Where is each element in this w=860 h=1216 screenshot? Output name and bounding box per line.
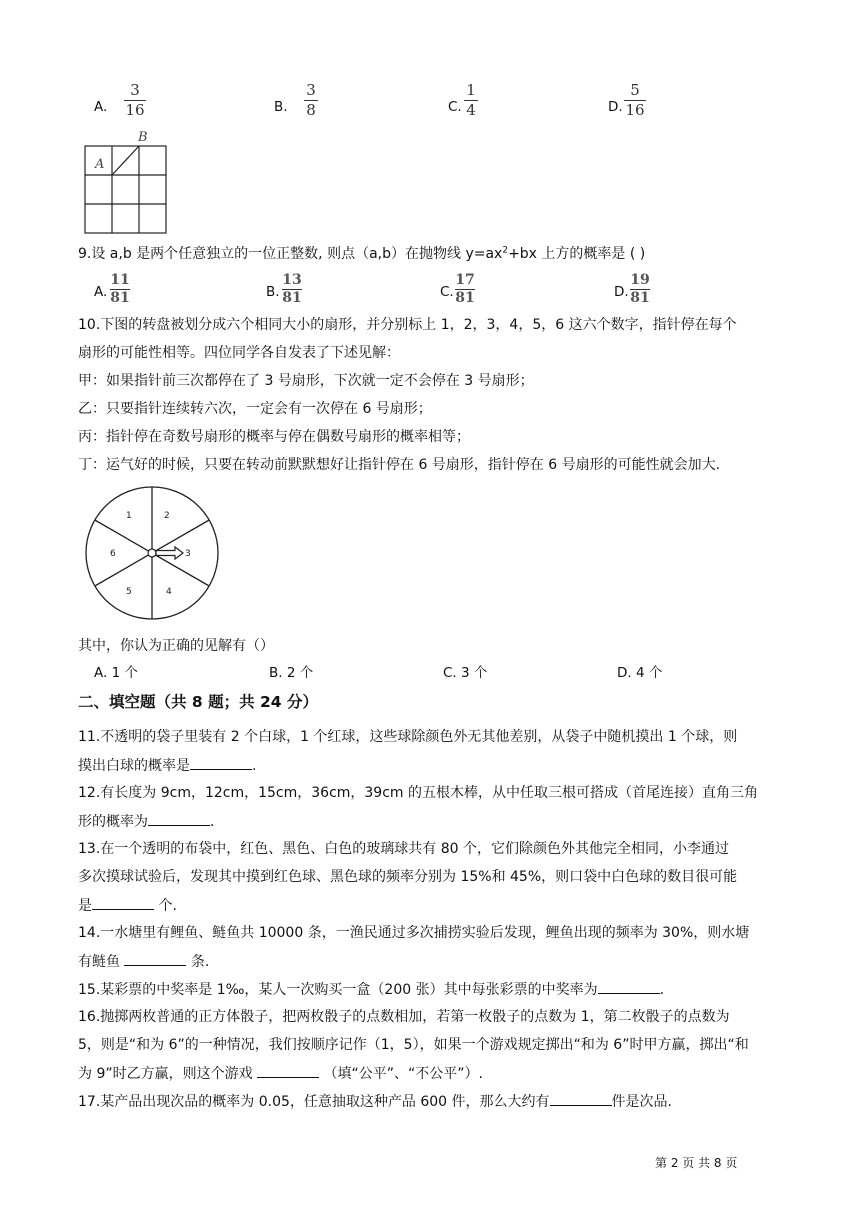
q10-line-1: 10.下图的转盘被划分成六个相同大小的扇形，并分别标上 1，2，3，4，5，6 这六个数字，指针停在每个 (78, 317, 737, 333)
q8-option-d-fraction (624, 82, 646, 119)
denominator: 16 (625, 101, 645, 119)
q8-option-a-fraction (124, 82, 146, 119)
numerator: 19 (630, 272, 650, 288)
q16-line-3-post: （填“公平”、“不公平”）. (319, 1066, 483, 1082)
q10-option-a: A. 1 个 (94, 665, 138, 681)
q17-line-pre: 17.某产品出现次品的概率为 0.05，任意抽取这种产品 600 件，那么大约有 (78, 1094, 550, 1110)
grid-figure-svg (84, 128, 174, 236)
grid-figure (84, 128, 174, 236)
q9-text (78, 244, 645, 264)
q15-line-pre: 15.某彩票的中奖率是 1‰，某人一次购买一盒（200 张）其中每张彩票的中奖率为 (78, 982, 598, 998)
q14-line-2-post: 条. (186, 954, 210, 970)
denominator: 81 (282, 290, 302, 306)
numerator: 11 (110, 272, 130, 288)
q16-answer-blank[interactable] (257, 1063, 319, 1078)
q16-line-3 (78, 1063, 483, 1084)
spinner-wheel-svg (84, 484, 224, 624)
denominator: 81 (630, 290, 650, 306)
q13-line-3-post: 个. (154, 898, 177, 914)
q8-option-c-label: C. (448, 99, 462, 115)
q10-option-c: C. 3 个 (443, 665, 488, 681)
numerator: 3 (130, 81, 140, 99)
q10-line-5: 丙：指针停在奇数号扇形的概率与停在偶数号扇形的概率相等； (78, 429, 470, 445)
q9-text-post: +bx 上方的概率是 ( ) (508, 246, 646, 262)
q13-line-1: 13.在一个透明的布袋中，红色、黑色、白色的玻璃球共有 80 个，它们除颜色外其他完全相同，小李通过 (78, 841, 729, 857)
q17-answer-blank[interactable] (550, 1091, 612, 1106)
q14-line-1: 14.一水塘里有鲤鱼、鲢鱼共 10000 条，一渔民通过多次捕捞实验后发现，鲤鱼出现的频率为 30%，则水塘 (78, 925, 750, 941)
q12-answer-blank[interactable] (148, 811, 210, 826)
q10-line-2: 扇形的可能性相等。四位同学各自发表了下述见解： (78, 345, 400, 361)
q13-line-3-pre: 是 (78, 898, 92, 914)
page-footer: 第 2 页 共 8 页 (655, 1156, 738, 1170)
q10-line-6: 丁：运气好的时候，只要在转动前默默想好让指针停在 6 号扇形，指针停在 6 号扇形的可能性就会加大. (78, 457, 721, 473)
denominator: 81 (455, 290, 475, 306)
wheel-number-1: 1 (126, 511, 132, 521)
q8-option-a-label: A. (94, 99, 108, 115)
q14-line-2 (78, 951, 209, 972)
wheel-number-6: 6 (110, 549, 116, 559)
q9-option-b-label: B. (266, 284, 280, 300)
q10-question: 其中，你认为正确的见解有（） (78, 638, 274, 654)
numerator: 13 (282, 272, 302, 288)
q16-line-2: 5，则是“和为 6”的一种情况，我们按顺序记作（1，5），如果一个游戏规定掷出“和为 6”时甲方赢，掷出“和 (78, 1037, 749, 1053)
q9-option-c-label: C. (440, 284, 454, 300)
numerator: 1 (466, 81, 476, 99)
q14-line-2-pre: 有鲢鱼 (78, 954, 125, 970)
q16-line-3-pre: 为 9”时乙方赢，则这个游戏 (78, 1066, 258, 1082)
q13-line-3 (78, 895, 177, 916)
numerator: 17 (455, 272, 475, 288)
q11-line-1: 11.不透明的袋子里装有 2 个白球，1 个红球，这些球除颜色外无其他差别，从袋子中随机摸出 1 个球，则 (78, 729, 738, 745)
q12-line-2 (78, 811, 214, 832)
q17-line-post: 件是次品. (611, 1094, 672, 1110)
spinner-wheel (84, 484, 224, 624)
numerator: 3 (306, 81, 316, 99)
q10-line-4: 乙：只要指针连续转六次，一定会有一次停在 6 号扇形； (78, 401, 432, 417)
q8-option-d-label: D. (608, 99, 623, 115)
wheel-number-5: 5 (126, 587, 132, 597)
q9-sup: 2 (502, 245, 509, 256)
denominator: 16 (125, 101, 145, 119)
q8-option-b-label: B. (274, 99, 288, 115)
q9-option-d-fraction (630, 273, 650, 306)
q16-line-1: 16.抛掷两枚普通的正方体骰子，把两枚骰子的点数相加，若第一枚骰子的点数为 1，第二枚骰子的点数为 (78, 1009, 730, 1025)
q9-text-pre: 9.设 a,b 是两个任意独立的一位正整数, 则点（a,b）在抛物线 y=ax (78, 246, 503, 262)
denominator: 81 (110, 290, 130, 306)
q14-answer-blank[interactable] (124, 951, 186, 966)
q9-option-a-fraction (110, 273, 130, 306)
q10-option-b: B. 2 个 (269, 665, 314, 681)
q10-line-3: 甲：如果指针前三次都停在了 3 号扇形，下次就一定不会停在 3 号扇形； (78, 373, 534, 389)
numerator: 5 (630, 81, 640, 99)
section-2-title: 二、填空题（共 8 题；共 24 分） (78, 693, 318, 711)
q9-option-b-fraction (282, 273, 302, 306)
q13-answer-blank[interactable] (92, 895, 154, 910)
q9-option-d-label: D. (614, 284, 629, 300)
q12-line-2-post: . (210, 814, 215, 830)
q8-option-c-fraction (464, 82, 478, 119)
q11-answer-blank[interactable] (190, 755, 252, 770)
q8-option-b-fraction (304, 82, 318, 119)
denominator: 8 (306, 101, 316, 119)
q15-answer-blank[interactable] (598, 979, 660, 994)
q17-line (78, 1091, 672, 1112)
q15-line (78, 979, 664, 1000)
denominator: 4 (466, 101, 476, 119)
grid-label-a: A (95, 157, 105, 172)
wheel-number-4: 4 (166, 587, 172, 597)
q9-option-a-label: A. (94, 284, 108, 300)
q11-line-2 (78, 755, 256, 776)
q12-line-1: 12.有长度为 9cm，12cm，15cm，36cm，39cm 的五根木棒，从中任取三根可搭成（首尾连接）直角三角 (78, 785, 759, 801)
wheel-number-2: 2 (164, 511, 170, 521)
q15-line-post: . (659, 982, 665, 998)
q9-option-c-fraction (455, 273, 475, 306)
wheel-number-3: 3 (185, 549, 191, 559)
q10-option-d: D. 4 个 (617, 665, 663, 681)
q11-line-2-pre: 摸出白球的概率是 (78, 758, 190, 774)
q11-line-2-post: . (252, 758, 257, 774)
grid-label-b: B (138, 130, 148, 145)
q13-line-2: 多次摸球试验后，发现其中摸到红色球、黑色球的频率分别为 15%和 45%，则口袋中白色球的数目很可能 (78, 869, 738, 885)
q12-line-2-pre: 形的概率为 (78, 814, 148, 830)
